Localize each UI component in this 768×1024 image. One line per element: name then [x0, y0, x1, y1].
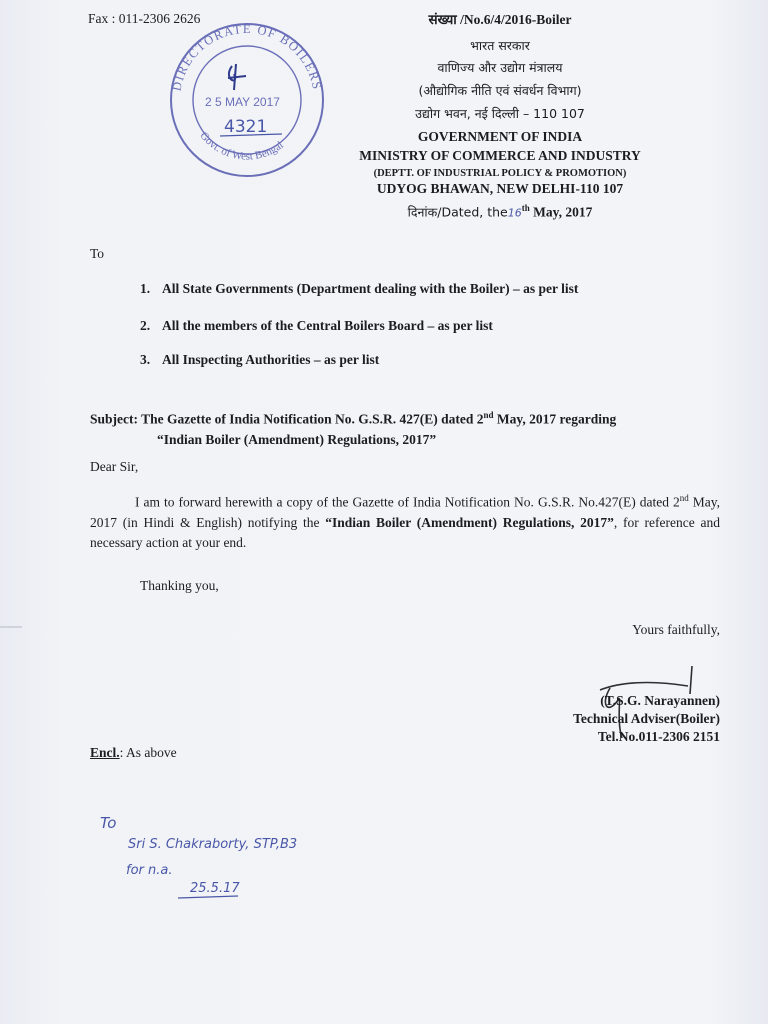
recipient-item: 2. All the members of the Central Boilers Board – as per list — [140, 318, 493, 333]
header-address: UDYOG BHAWAN, NEW DELHI-110 107 — [376, 181, 624, 196]
stamp-number: 4321 — [224, 117, 268, 137]
directorate-stamp — [162, 20, 332, 180]
handwritten-day: 16 — [507, 206, 522, 220]
svg-text:Sri S. Chakraborty, STP,B3: Sri S. Chakraborty, STP,B3 — [128, 837, 298, 852]
signatory-name: (T.S.G. Narayannen) — [600, 693, 720, 708]
svg-text:25.5.17: 25.5.17 — [190, 881, 240, 896]
svg-text:DIRECTORATE OF BOILERS — [170, 22, 325, 92]
scan-mark — [0, 626, 22, 628]
header-hindi-dept: (औद्योगिक नीति एवं संवर्धन विभाग) — [418, 83, 582, 98]
signatory-tel: Tel.No.011-2306 2151 — [597, 729, 720, 744]
stamp-ring-text: DIRECTORATE OF BOILERS — [169, 21, 325, 93]
fax-number: Fax : 011-2306 2626 — [88, 11, 201, 26]
svg-text:To: To — [100, 814, 117, 832]
closing-thanks: Thanking you, — [140, 578, 219, 593]
header-dept: (DEPTT. OF INDUSTRIAL POLICY & PROMOTION) — [373, 168, 627, 179]
handwritten-note — [100, 810, 430, 910]
letter-date: दिनांक/Dated, the16th May, 2017 — [407, 203, 593, 220]
signatory-title: Technical Adviser(Boiler) — [573, 711, 720, 726]
header-hindi-ministry: वाणिज्य और उद्योग मंत्रालय — [437, 60, 563, 75]
subject: Subject: The Gazette of India Notification No. G.S.R. 427(E) dated 2nd May, 2017 regarding “Indian Boiler (Amendment) Regulations, 2017” — [90, 410, 617, 447]
recipient-item: 3. All Inspecting Authorities – as per list — [140, 352, 380, 367]
header-hindi-address: उद्योग भवन, नई दिल्ली – 110 107 — [415, 106, 585, 121]
recipient-item: 1. All State Governments (Department dealing with the Boiler) – as per list — [140, 281, 579, 296]
signatory-block — [573, 692, 720, 746]
yours-faithfully: Yours faithfully, — [632, 622, 720, 637]
reference-number: संख्या /No.6/4/2016-Boiler — [428, 12, 572, 27]
svg-text:for n.a.: for n.a. — [126, 863, 173, 878]
body-paragraph: I am to forward herewith a copy of the Gazette of India Notification No. G.S.R. No.427(E) dated 2nd May, 2017 (in Hindi & English) notifying the “Indian Boiler (Amendment) Regulations, 2017”, for reference and necessary action at your end. — [90, 493, 720, 550]
enclosure: Encl.: As above — [90, 745, 177, 760]
header-hindi-govt: भारत सरकार — [470, 38, 530, 53]
header-govt: GOVERNMENT OF INDIA — [417, 129, 583, 144]
salutation: Dear Sir, — [90, 459, 139, 474]
initial-signature — [228, 64, 246, 90]
header-ministry: MINISTRY OF COMMERCE AND INDUSTRY — [359, 148, 641, 163]
to-label: To — [90, 246, 105, 261]
stamp-date: 2 5 MAY 2017 — [205, 95, 280, 109]
stamp-bottom-text: Govt. of West Bengal — [197, 129, 286, 163]
